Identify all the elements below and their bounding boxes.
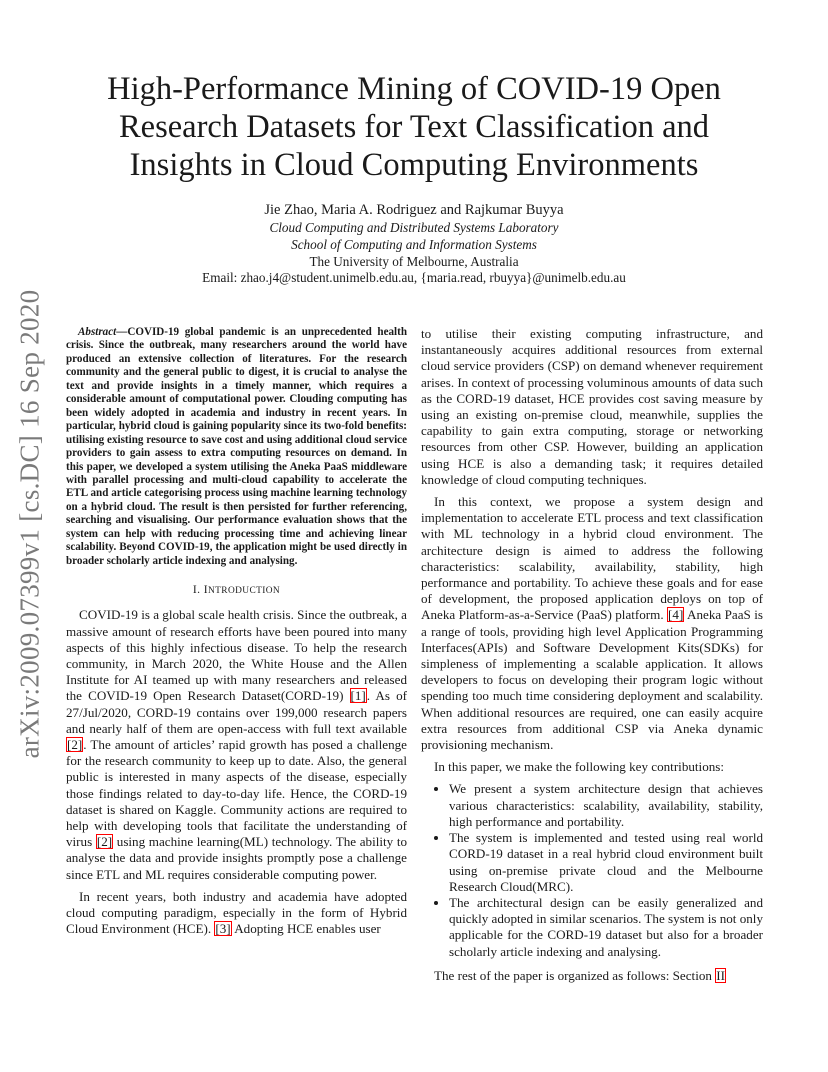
section-number: I.	[192, 583, 204, 597]
intro-paragraph-2	[66, 889, 407, 938]
affiliation-lab: Cloud Computing and Distributed Systems Laboratory	[269, 220, 559, 235]
abstract	[66, 326, 407, 568]
arxiv-identifier-text: arXiv:2009.07399v1 [cs.DC] 16 Sep 2020	[14, 289, 45, 759]
abstract-text: —COVID-19 global pandemic is an unprecedented health crisis. Since the outbreak, many researchers around the world have produced an extensive collection of literatures. For the research community and the general public to digest, it is crucial to analyse the text and provide insights in a timely manner, which requires a considerable amount of computational power. Clouding computing has been widely adopted in academia and industry in recent years. In particular, hybrid cloud is gaining popularity since its two-fold benefits: utilising existing resource to save cost and using additional cloud service providers to gain assess to extra computing resources on demand. In this paper, we developed a system utilising the Aneka PaaS middleware with parallel processing and multi-cloud capability to accelerate the ETL and article categorising process using machine learning technology on a hybrid cloud. The result is then persisted for further referencing, searching and visualising. Our performance evaluation shows that the system can help with reducing processing time and achieving linear scalability. Beyond COVID-19, the application might be used directly in broader scholarly article indexing and analysing.	[66, 326, 407, 567]
paragraph-text: In recent years, both industry and academia have adopted cloud computing paradigm, especially in the form of Hybrid Cloud Environment (HCE).	[66, 888, 407, 937]
list-item: • We present a system architecture design that achieves various characteristics: scalability, availability, stability, high performance and portability.	[449, 781, 763, 830]
intro-paragraph-3	[421, 494, 763, 753]
intro-paragraph-5	[421, 968, 763, 984]
intro-paragraph-1	[66, 607, 407, 882]
paragraph-text-split: Adopting HCE enables user	[231, 921, 381, 937]
intro-paragraph-2-continued	[421, 326, 763, 488]
paragraph-text: COVID-19 is a global scale health crisis. Since the outbreak, a massive amount of research efforts have been poured into many aspects of this highly infectious disease. To help the research community, in March 2020, the White House and the Allen Institute for AI teamed up with many researchers and released the COVID-19 Open Research Dataset(CORD-19)	[66, 607, 407, 704]
contributions-list	[421, 781, 763, 959]
abstract-label: Abstract	[78, 326, 117, 338]
intro-paragraph-4: In this paper, we make the following key contributions:	[434, 759, 725, 775]
affiliation-university: The University of Melbourne, Australia	[309, 253, 519, 269]
right-column	[421, 326, 763, 990]
section-title-initial: I	[203, 583, 208, 597]
list-item: • The architectural design can be easily generalized and quickly adopted in similar scenarios. The system is not only applicable for the CORD-19 dataset but also for a broader scholarly article indexing and analysing.	[449, 895, 763, 960]
left-column	[66, 326, 407, 943]
list-item: • The system is implemented and tested using real world CORD-19 dataset in a real hybrid cloud environment built using on-premise private cloud and the Melbourne Research Cloud(MRC).	[449, 830, 763, 895]
title-line-3: Insights in Cloud Computing Environments	[129, 147, 699, 183]
citation-link-2[interactable]: [2]	[96, 834, 113, 850]
author-emails: Email: zhao.j4@student.unimelb.edu.au, {maria.read, rbuyya}@unimelb.edu.au	[202, 270, 626, 286]
paper-title	[70, 70, 758, 184]
title-line-2: Research Datasets for Text Classification and	[118, 109, 710, 145]
citation-link-4[interactable]: [4]	[668, 607, 684, 623]
section-link-2[interactable]: II	[716, 967, 725, 983]
citation-link-1[interactable]: [1]	[350, 688, 366, 704]
author-names: Jie Zhao, Maria A. Rodriguez and Rajkumar Buyya	[264, 202, 564, 218]
paragraph-text: to utilise their existing computing infrastructure, and instantaneously acquires additional resources from external cloud service providers (CSP) on demand whenever requirement arises. In context of processing voluminous amounts of data such as the CORD-19 dataset, HCE provides cost saving measure by using an existing on-premise cloud, meanwhile, supplies the capability to gain extra computing, storage or networking resources from other CSP. However, building an application using HCE is also a demanding task; it requires detailed knowledge of cloud computing techniques.	[421, 326, 763, 487]
paragraph-text: . As of 27/Jul/2020, CORD-19 contains over 199,000 research papers and nearly half of them are open-access with full text available	[66, 688, 407, 736]
title-line-1: High-Performance Mining of COVID-19 Open	[107, 71, 721, 107]
citation-link-2[interactable]: [2]	[67, 736, 83, 752]
section-title-rest: NTRODUCTION	[208, 586, 281, 597]
paragraph-text: In this context, we propose a system design and implementation to accelerate ETL process and text classification with ML technology in a hybrid cloud environment. The architecture design is aimed to address the following characteristics: scalability, availability, stability, high performance and portability. To achieve these goals and for ease of development, the proposed application deploys on top of Aneka Platform-as-a-Service (PaaS) platform.	[421, 494, 763, 623]
section-heading-introduction	[66, 582, 407, 599]
citation-link-3[interactable]: [3]	[215, 921, 231, 937]
author-block	[70, 201, 758, 287]
paragraph-text: The rest of the paper is organized as follows: Section	[434, 967, 716, 983]
arxiv-identifier	[8, 288, 52, 760]
paragraph-text: Aneka PaaS is a range of tools, providing high level Application Programming Interfaces(APIs) and Software Development Kits(SDKs) for simpleness of implementing a scalable application. It allows developers to focus on developing their program logic without spending too much time considering deployment and scalability. When additional resources are required, one can easily acquire extra resources from additional CSP via Aneka dynamic provisioning mechanism.	[421, 607, 763, 753]
affiliation-school: School of Computing and Information Systems	[291, 236, 537, 252]
paragraph-text: . The amount of articles’ rapid growth has posed a challenge for the research community to keep up to date. Also, the general public is interested in many aspects of the disease, especially those findings related to day-to-day life. Hence, the CORD-19 dataset is shared on Kaggle. Community actions are required to help with developing tools that facilitate the understanding of virus	[66, 736, 407, 850]
paragraph-text: using machine learning(ML) technology. The ability to analyse the data and provide insights promptly pose a challenge since ETL and ML requires considerable computing power.	[66, 834, 408, 882]
